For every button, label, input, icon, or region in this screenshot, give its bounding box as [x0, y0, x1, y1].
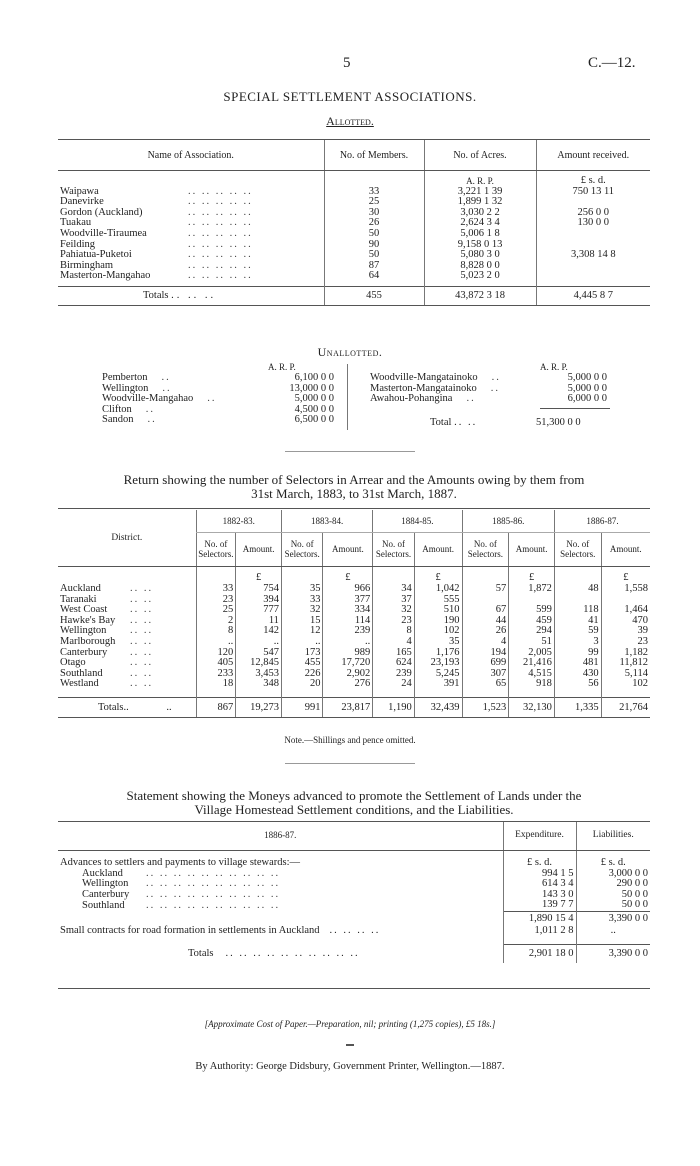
amount-owing: 1,464	[601, 605, 650, 616]
members-count: 50	[324, 250, 424, 261]
amount-received: 130 0 0	[536, 218, 650, 229]
unallotted-heading: Unallotted.	[317, 345, 383, 359]
selectors-count: 15	[281, 616, 323, 627]
district-name: Canterbury .. ..	[60, 646, 154, 658]
table-row	[58, 197, 650, 208]
total-selectors: 867	[196, 698, 236, 718]
selectors-count: 33	[196, 584, 236, 595]
selectors-count: 481	[554, 658, 601, 669]
selectors-count: 65	[462, 679, 509, 690]
col-year-1882-83: 1882-83.	[196, 510, 281, 532]
selectors-count: 3	[554, 637, 601, 648]
col-expenditure: Expenditure.	[503, 822, 576, 850]
association-name: Pahiatua-Puketoi .. .. .. .. ..	[60, 249, 253, 261]
selectors-count: 26	[462, 626, 509, 637]
amount-owing: 510	[414, 605, 462, 616]
selectors-count: 455	[281, 658, 323, 669]
acres-units: A. R. P.	[424, 171, 536, 187]
total-selectors: 1,335	[554, 698, 601, 718]
col-no-of-selectors: No. of Selectors.	[373, 532, 415, 566]
selectors-count: 24	[373, 679, 415, 690]
col-no-of-selectors: No. of Selectors.	[462, 532, 509, 566]
selectors-count: 118	[554, 605, 601, 616]
selectors-count: 48	[554, 584, 601, 595]
col-no-of-selectors: No. of Selectors.	[281, 532, 323, 566]
members-count: 90	[324, 240, 424, 251]
acres-value: 8,828 0 0	[424, 261, 536, 272]
pound-sign: £	[601, 566, 650, 584]
acres-value: 9,158 0 13	[424, 240, 536, 251]
arrears-table	[58, 510, 650, 718]
selectors-count: ..	[281, 637, 323, 648]
association-name: Masterton-Mangahao .. .. .. .. ..	[60, 270, 253, 282]
pound-sign: £	[414, 566, 462, 584]
acres-value: 3,030 2 2	[424, 208, 536, 219]
amount-owing: 394	[236, 595, 282, 606]
amount-owing: 1,558	[601, 584, 650, 595]
col-district: District.	[58, 510, 196, 566]
subtotal-expenditure: 1,890 15 4	[503, 911, 576, 926]
amount-owing: 5,245	[414, 669, 462, 680]
table-row	[58, 250, 650, 261]
amount-owing: 1,176	[414, 648, 462, 659]
total-liabilities: 3,390 0 0	[576, 945, 650, 964]
acres-value: 2,624 3 4	[424, 218, 536, 229]
selectors-count: 33	[281, 595, 323, 606]
amount-owing: 555	[414, 595, 462, 606]
allotted-heading: Allotted.	[326, 114, 374, 128]
settlement-district: Wellington .. .. .. .. .. .. .. .. .. ..	[82, 878, 281, 890]
amount-owing: 276	[323, 679, 373, 690]
amount-owing: 11	[236, 616, 282, 627]
amount-owing: 1,182	[601, 648, 650, 659]
acres-value: 5,023 2 0	[424, 271, 536, 286]
district-name: West Coast .. ..	[60, 604, 154, 616]
amount-owing: 1,872	[509, 584, 555, 595]
total-amount: 32,439	[414, 698, 462, 718]
col-amount: Amount.	[509, 532, 555, 566]
col-amount: Amount.	[236, 532, 282, 566]
subtotal-liabilities: 3,390 0 0	[576, 911, 650, 926]
selectors-count: 41	[554, 616, 601, 627]
table-row	[58, 240, 650, 251]
amount-owing: 39	[601, 626, 650, 637]
total-amount: 23,817	[323, 698, 373, 718]
amount-owing: 4,515	[509, 669, 555, 680]
amount-received	[536, 271, 650, 286]
return-note: Note.—Shillings and pence omitted.	[284, 735, 416, 745]
pound-sign: £	[509, 566, 555, 584]
pound-sign: £	[323, 566, 373, 584]
total-selectors: 991	[281, 698, 323, 718]
amount-owing: 114	[323, 616, 373, 627]
statement-heading-line1: Statement showing the Moneys advanced to promote the Settlement of Lands under the	[126, 788, 582, 803]
total-amount: 32,130	[509, 698, 555, 718]
total-expenditure: 2,901 18 0	[503, 945, 576, 964]
selectors-count: 405	[196, 658, 236, 669]
amount-owing: 23,193	[414, 658, 462, 669]
district-name: Marlborough .. ..	[60, 635, 154, 647]
table-row	[58, 900, 650, 911]
association-name: Danevirke .. .. .. .. ..	[60, 196, 253, 208]
selectors-count: 173	[281, 648, 323, 659]
district-name: Southland .. ..	[60, 667, 154, 679]
amount-owing: 102	[601, 679, 650, 690]
selectors-count: 57	[462, 584, 509, 595]
selectors-count: 699	[462, 658, 509, 669]
selectors-count: ..	[196, 637, 236, 648]
selectors-count: 23	[196, 595, 236, 606]
selectors-count: 624	[373, 658, 415, 669]
selectors-count: 34	[373, 584, 415, 595]
settlement-district: Southland .. .. .. .. .. .. .. .. .. ..	[82, 899, 281, 911]
district-name: Auckland .. ..	[60, 583, 154, 594]
col-year-1884-85: 1884-85.	[373, 510, 462, 532]
district-name: Westland .. ..	[60, 678, 154, 690]
return-totals-label: Totals.. ..	[58, 698, 196, 718]
settlement-district: Canterbury .. .. .. .. .. .. .. .. .. ..	[82, 888, 281, 900]
selectors-count: 18	[196, 679, 236, 690]
liabilities-value: 3,000 0 0	[576, 869, 650, 880]
selectors-count: 4	[462, 637, 509, 648]
association-name: Waipawa .. .. .. .. ..	[60, 185, 253, 197]
amount-owing: 23	[601, 637, 650, 648]
unallotted-right-list	[370, 373, 615, 405]
unallotted-total-label: Total .. ..	[430, 417, 478, 428]
return-heading-line2: 31st March, 1883, to 31st March, 1887.	[251, 486, 457, 501]
amount-units: £ s. d.	[536, 171, 650, 187]
amount-owing: 547	[236, 648, 282, 659]
col-name-of-association: Name of Association.	[58, 140, 324, 171]
amount-owing: 377	[323, 595, 373, 606]
amount-owing: 1,042	[414, 584, 462, 595]
list-item: Masterton-Mangatainoko .. 5,000 0 0	[370, 382, 607, 394]
members-count: 25	[324, 197, 424, 208]
district-name: Otago .. ..	[60, 657, 154, 669]
allotted-table	[58, 139, 650, 306]
members-count: 87	[324, 261, 424, 272]
selectors-count: 194	[462, 648, 509, 659]
page-number: 5	[343, 55, 351, 71]
col-year-1883-84: 1883-84.	[281, 510, 372, 532]
amount-owing: 11,812	[601, 658, 650, 669]
association-name: Feilding .. .. .. .. ..	[60, 238, 253, 250]
col-year: 1886-87.	[58, 822, 503, 850]
expenditure-units: £ s. d.	[503, 858, 576, 869]
selectors-count: 25	[196, 605, 236, 616]
table-row	[58, 637, 650, 648]
col-amount: Amount.	[323, 532, 373, 566]
table-row	[58, 584, 650, 595]
unallotted-left-list	[102, 373, 342, 426]
col-amount: Amount.	[414, 532, 462, 566]
selectors-count: 67	[462, 605, 509, 616]
col-no-of-members: No. of Members.	[324, 140, 424, 171]
members-count: 26	[324, 218, 424, 229]
total-selectors: 1,523	[462, 698, 509, 718]
acres-value: 1,899 1 32	[424, 197, 536, 208]
statement-totals-label: Totals .. .. .. .. .. .. .. .. .. ..	[188, 947, 360, 959]
amount-owing: 12,845	[236, 658, 282, 669]
amount-owing: 190	[414, 616, 462, 627]
association-name: Gordon (Auckland) .. .. .. .. ..	[60, 206, 253, 218]
totals-acres: 43,872 3 18	[424, 286, 536, 305]
unallotted-total: 51,300 0 0	[536, 417, 581, 428]
amount-owing: 35	[414, 637, 462, 648]
expenditure-value: 614 3 4	[503, 879, 576, 890]
selectors-count: 239	[373, 669, 415, 680]
acres-value: 5,080 3 0	[424, 250, 536, 261]
association-name: Birmingham .. .. .. .. ..	[60, 259, 253, 271]
statement-table	[58, 822, 650, 963]
pound-sign: £	[236, 566, 282, 584]
members-count: 50	[324, 229, 424, 240]
col-liabilities: Liabilities.	[576, 822, 650, 850]
totals-amount: 4,445 8 7	[536, 286, 650, 305]
total-selectors: 1,190	[373, 698, 415, 718]
liabilities-value: 50 0 0	[576, 890, 650, 901]
selectors-count: 4	[373, 637, 415, 648]
table-row	[58, 271, 650, 286]
amount-received: 3,308 14 8	[536, 250, 650, 261]
list-item: Clifton .. 4,500 0 0	[102, 403, 334, 415]
document-reference: C.—12.	[588, 55, 636, 71]
district-name: Wellington .. ..	[60, 625, 154, 637]
amount-owing: 51	[509, 637, 555, 648]
expenditure-value: 143 3 0	[503, 890, 576, 901]
amount-owing: 391	[414, 679, 462, 690]
selectors-count: 226	[281, 669, 323, 680]
small-contracts-expenditure: 1,011 2 8	[503, 926, 576, 937]
amount-received	[536, 229, 650, 240]
selectors-count: 233	[196, 669, 236, 680]
amount-received	[536, 261, 650, 272]
amount-owing: 989	[323, 648, 373, 659]
small-contracts-label: Small contracts for road formation in settlements in Auckland .. .. .. ..	[60, 924, 381, 936]
selectors-count: 44	[462, 616, 509, 627]
col-year-1886-87: 1886-87.	[554, 510, 650, 532]
footer-ornament	[346, 1044, 354, 1046]
members-count: 30	[324, 208, 424, 219]
col-no-of-selectors: No. of Selectors.	[196, 532, 236, 566]
amount-owing: 3,453	[236, 669, 282, 680]
amount-owing: 17,720	[323, 658, 373, 669]
table-row	[58, 229, 650, 240]
statement-heading-line2: Village Homestead Settlement conditions, and the Liabilities.	[194, 802, 514, 817]
totals-label: Totals .. .. ..	[58, 286, 324, 305]
association-name: Tuakau .. .. .. .. ..	[60, 217, 253, 229]
col-year-1885-86: 1885-86.	[462, 510, 554, 532]
members-count: 64	[324, 271, 424, 286]
selectors-count: 165	[373, 648, 415, 659]
amount-owing: 966	[323, 584, 373, 595]
col-amount-received: Amount received.	[536, 140, 650, 171]
selectors-count: 8	[196, 626, 236, 637]
acres-value: 5,006 1 8	[424, 229, 536, 240]
total-amount: 19,273	[236, 698, 282, 718]
unallotted-units-left: A. R. P.	[268, 362, 296, 372]
amount-owing: 21,416	[509, 658, 555, 669]
amount-owing: 459	[509, 616, 555, 627]
amount-owing: 334	[323, 605, 373, 616]
amount-owing: 348	[236, 679, 282, 690]
table-row	[58, 679, 650, 690]
totals-members: 455	[324, 286, 424, 305]
selectors-count: 23	[373, 616, 415, 627]
amount-owing: ..	[323, 637, 373, 648]
association-name: Woodville-Tiraumea .. .. .. .. ..	[60, 227, 253, 239]
amount-owing: 239	[323, 626, 373, 637]
selectors-count: 20	[281, 679, 323, 690]
page-title: SPECIAL SETTLEMENT ASSOCIATIONS.	[223, 89, 477, 104]
amount-owing: 2,005	[509, 648, 555, 659]
unallotted-units-right: A. R. P.	[540, 362, 568, 372]
selectors-count: 32	[281, 605, 323, 616]
list-item: Sandon .. 6,500 0 0	[102, 414, 334, 426]
district-name: Hawke's Bay .. ..	[60, 614, 154, 626]
selectors-count: 430	[554, 669, 601, 680]
total-amount: 21,764	[601, 698, 650, 718]
amount-owing: ..	[236, 637, 282, 648]
selectors-count: 37	[373, 595, 415, 606]
return-heading-line1: Return showing the number of Selectors in Arrear and the Amounts owing by them from	[123, 472, 585, 487]
small-contracts-liabilities: ..	[576, 926, 650, 937]
amount-owing: 918	[509, 679, 555, 690]
selectors-count: 35	[281, 584, 323, 595]
amount-owing: 470	[601, 616, 650, 627]
members-count: 33	[324, 187, 424, 198]
list-item: Pemberton .. 6,100 0 0	[102, 372, 334, 383]
selectors-count: 32	[373, 605, 415, 616]
selectors-count: 8	[373, 626, 415, 637]
table-row	[58, 208, 650, 219]
list-item: Woodville-Mangatainoko .. 5,000 0 0	[370, 372, 607, 383]
amount-received: 750 13 11	[536, 187, 650, 198]
list-item: Woodville-Mangahao .. 5,000 0 0	[102, 393, 334, 405]
district-name: Taranaki .. ..	[60, 593, 154, 605]
selectors-count: 2	[196, 616, 236, 627]
acres-value: 3,221 1 39	[424, 187, 536, 198]
list-item: Awahou-Pohangina .. 6,000 0 0	[370, 393, 607, 405]
amount-owing: 142	[236, 626, 282, 637]
liabilities-value: 290 0 0	[576, 879, 650, 890]
settlement-district: Auckland .. .. .. .. .. .. .. .. .. ..	[82, 867, 281, 879]
selectors-count: 56	[554, 679, 601, 690]
selectors-count: 120	[196, 648, 236, 659]
table-row	[58, 187, 650, 198]
amount-owing: 2,902	[323, 669, 373, 680]
liabilities-value: 50 0 0	[576, 900, 650, 911]
col-amount: Amount.	[601, 532, 650, 566]
col-no-of-selectors: No. of Selectors.	[554, 532, 601, 566]
printer-authority: By Authority: George Didsbury, Government Printer, Wellington.—1887.	[195, 1061, 505, 1072]
amount-owing: 777	[236, 605, 282, 616]
amount-received: 256 0 0	[536, 208, 650, 219]
advances-label: Advances to settlers and payments to village stewards:—	[60, 857, 300, 868]
cost-of-paper: [Approximate Cost of Paper.—Preparation, nil; printing (1,275 copies), £5 18s.]	[204, 1019, 496, 1029]
col-no-of-acres: No. of Acres.	[424, 140, 536, 171]
selectors-count: 99	[554, 648, 601, 659]
amount-owing: 5,114	[601, 669, 650, 680]
selectors-count: 59	[554, 626, 601, 637]
expenditure-value: 139 7 7	[503, 900, 576, 911]
selectors-count: 12	[281, 626, 323, 637]
list-item: Wellington .. 13,000 0 0	[102, 382, 334, 394]
amount-owing: 599	[509, 605, 555, 616]
amount-owing: 294	[509, 626, 555, 637]
amount-owing: 754	[236, 584, 282, 595]
expenditure-value: 994 1 5	[503, 869, 576, 880]
amount-owing: 102	[414, 626, 462, 637]
liabilities-units: £ s. d.	[576, 858, 650, 869]
selectors-count: 307	[462, 669, 509, 680]
